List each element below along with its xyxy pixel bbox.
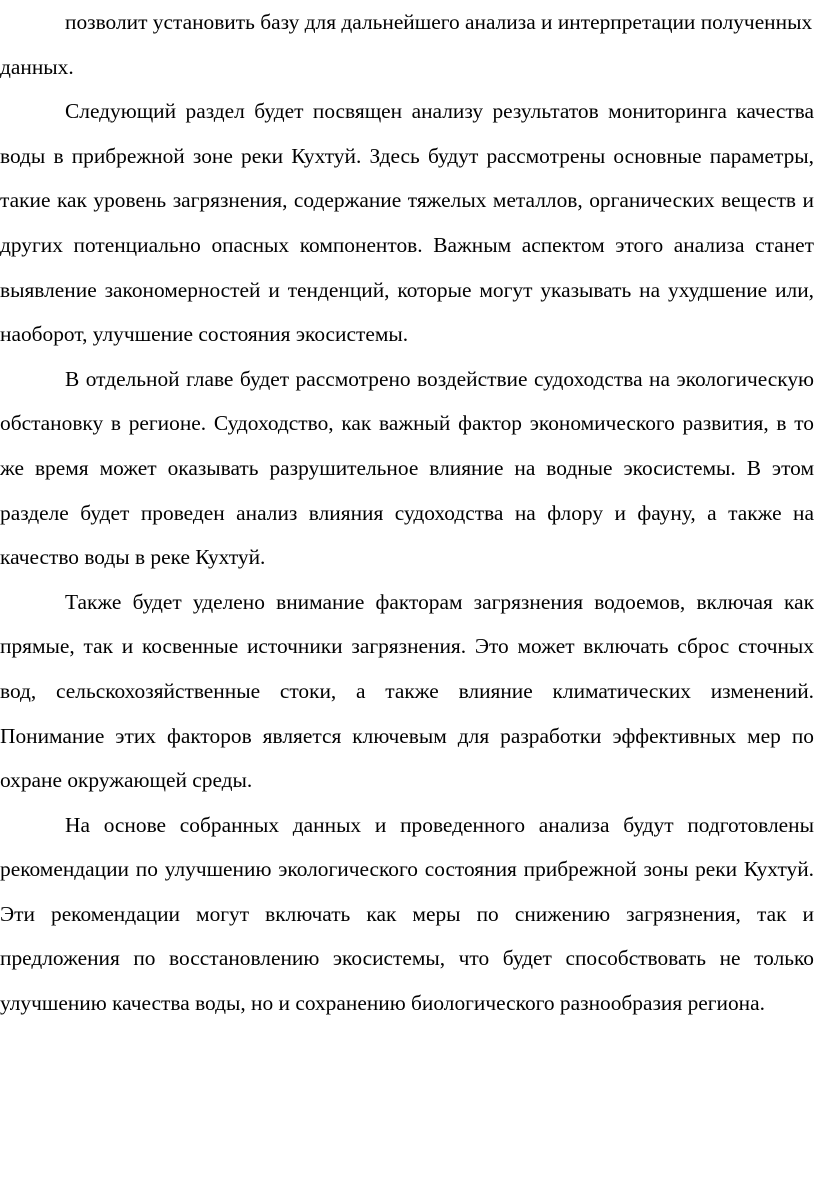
paragraph-continuation: позволит установить базу для дальнейшего анализа и интерпретации полученных данных.	[0, 10, 813, 79]
paragraph-water-quality-monitoring: Следующий раздел будет посвящен анализу результатов мониторинга качества воды в прибрежной зоне реки Кухтуй. Здесь будут рассмотрены основные параметры, такие как уровень загрязнения, содержание тяжелых металлов, органических веществ и других потенциально опасных компонентов. Важным аспектом этого анализа станет выявление закономерностей и тенденций, которые могут указывать на ухудшение или, наоборот, улучшение состояния экосистемы.	[0, 99, 814, 347]
paragraph-pollution-factors: Также будет уделено внимание факторам загрязнения водоемов, включая как прямые, так и косвенные источники загрязнения. Это может включать сброс сточных вод, сельскохозяйственные стоки, а также влияние климатических изменений. Понимание этих факторов является ключевым для разработки эффективных мер по охране окружающей среды.	[0, 589, 814, 793]
paragraph-recommendations: На основе собранных данных и проведенного анализа будут подготовлены рекомендации по улучшению экологического состояния прибрежной зоны реки Кухтуй. Эти рекомендации могут включать как меры по снижению загрязнения, так и предложения по восстановлению экосистемы, что будет способствовать не только улучшению качества воды, но и сохранению биологического разнообразия региона.	[0, 812, 814, 1016]
paragraph-shipping-impact: В отдельной главе будет рассмотрено воздействие судоходства на экологическую обстановку в регионе. Судоходство, как важный фактор экономического развития, в то же время может оказывать разрушительное влияние на водные экосистемы. В этом разделе будет проведен анализ влияния судоходства на флору и фауну, а также на качество воды в реке Кухтуй.	[0, 366, 814, 570]
